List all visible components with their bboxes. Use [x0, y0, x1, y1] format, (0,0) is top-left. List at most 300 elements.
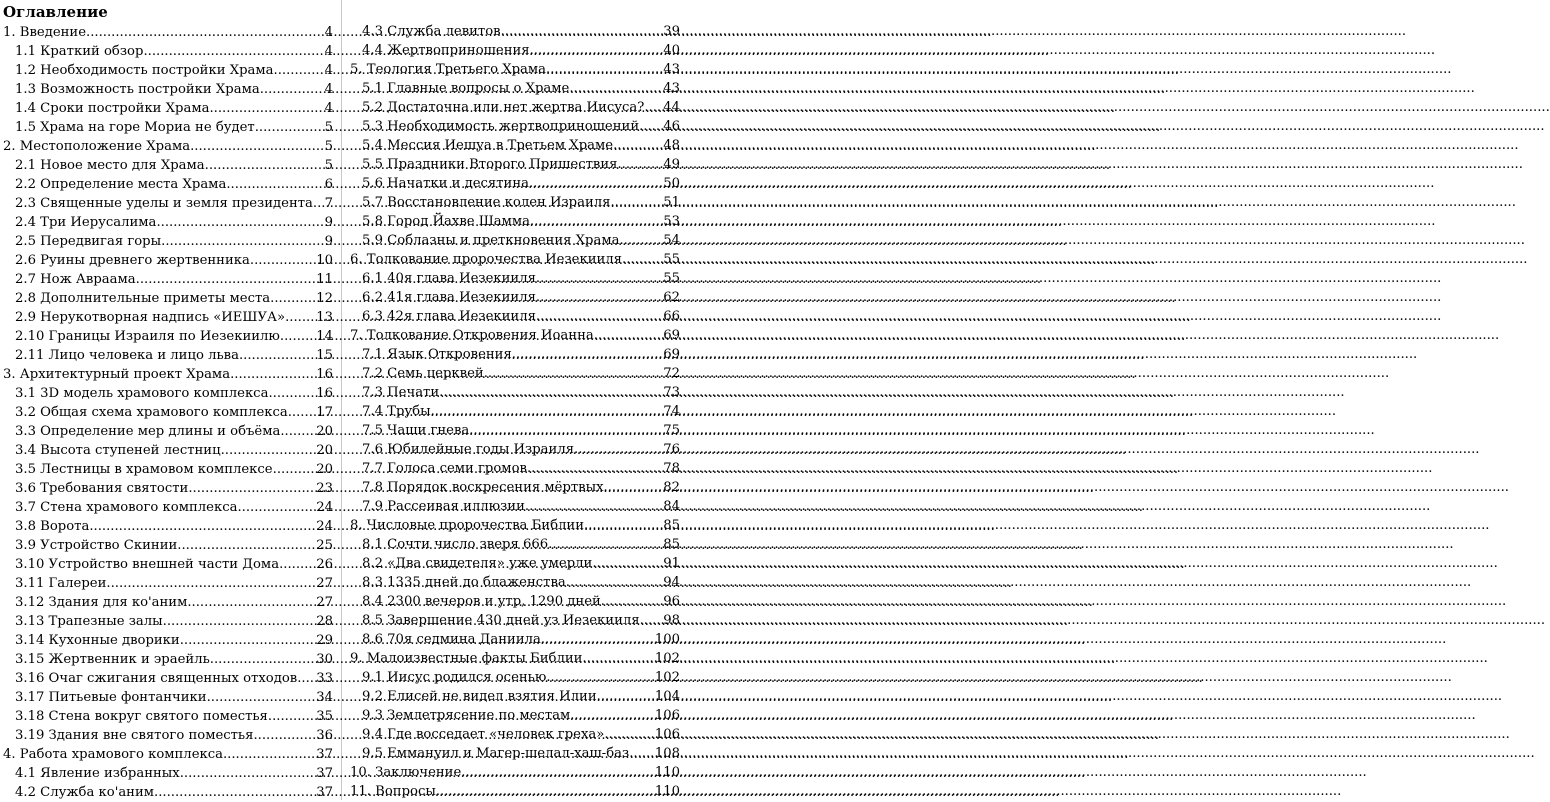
toc-entry-title: 3.15 Жертвенник и эраейль [15, 652, 210, 667]
toc-page-number: 96 [663, 594, 680, 609]
toc-section-entry[interactable] [350, 478, 680, 497]
toc-dot-leader [536, 269, 663, 288]
toc-dot-leader [209, 99, 324, 118]
toc-entry-title: 2.6 Руины древнего жертвенника [15, 253, 250, 268]
toc-chapter-entry[interactable] [350, 649, 680, 668]
toc-dot-leader [617, 155, 663, 174]
toc-page-number: 4 [324, 63, 333, 78]
toc-dot-leader [541, 630, 655, 649]
toc-page-number: 44 [663, 100, 680, 115]
toc-entry-title: 3.14 Кухонные дворики [15, 633, 180, 648]
toc-entry-title: 1.2 Необходимость постройки Храма [15, 63, 274, 78]
toc-entry-title: 9.2 Елисей не видел взятия Илии [362, 689, 597, 704]
toc-page-number: 54 [663, 233, 680, 248]
toc-page-number: 102 [654, 670, 680, 685]
toc-chapter-entry[interactable] [350, 60, 680, 79]
toc-entry-title: 7.3 Печати [362, 385, 440, 400]
toc-dot-leader [180, 764, 316, 783]
toc-entry-title: 1.1 Краткий обзор [15, 44, 144, 59]
toc-entry-title: 7.4 Трубы [362, 404, 431, 419]
toc-entry-title: 4.2 Служба ко'аним [15, 785, 155, 800]
toc-section-entry[interactable] [3, 156, 333, 175]
toc-section-entry[interactable] [350, 383, 680, 402]
toc-page-number: 15 [316, 348, 333, 363]
toc-entry-title: 4.1 Явление избранных [15, 766, 180, 781]
toc-section-entry[interactable] [3, 270, 333, 289]
toc-page-number: 85 [663, 537, 680, 552]
toc-dot-leader [207, 688, 317, 707]
toc-page-number: 110 [654, 765, 680, 780]
toc-section-entry[interactable] [3, 783, 333, 802]
toc-page-number: 73 [663, 385, 680, 400]
toc-dot-leader [136, 270, 317, 289]
toc-dot-leader [640, 611, 664, 630]
toc-entry-title: 3.18 Стена вокруг святого поместья [15, 709, 268, 724]
toc-page-number: 14 [316, 329, 333, 344]
toc-page-number: 39 [663, 24, 680, 39]
toc-page-number: 30 [316, 652, 333, 667]
toc-dot-leader [297, 669, 316, 688]
toc-entry-title: 5.7 Восстановление колен Израиля [362, 195, 611, 210]
toc-section-entry[interactable] [3, 42, 333, 61]
toc-left-column [3, 23, 333, 802]
toc-section-entry[interactable] [350, 117, 680, 136]
toc-dot-leader [469, 421, 663, 440]
toc-right-column [350, 22, 680, 801]
toc-dot-leader [223, 745, 316, 764]
toc-entry-title: 3.16 Очаг сжигания священных отходов [15, 671, 298, 686]
toc-section-entry[interactable] [3, 61, 333, 80]
toc-section-entry[interactable] [350, 136, 680, 155]
toc-dot-leader [239, 346, 316, 365]
toc-section-entry[interactable] [350, 573, 680, 592]
toc-dot-leader [461, 763, 655, 782]
toc-section-entry[interactable] [350, 497, 680, 516]
toc-dot-leader [273, 460, 317, 479]
toc-chapter-entry[interactable] [3, 137, 333, 156]
toc-entry-title: 3.1 3D модель храмового комплекса [15, 386, 269, 401]
toc-section-entry[interactable] [350, 706, 680, 725]
toc-section-entry[interactable] [350, 231, 680, 250]
toc-entry-title: 4.4 Жертвоприношения [362, 43, 530, 58]
toc-dot-leader [512, 345, 663, 364]
toc-dot-leader [484, 364, 664, 383]
toc-entry-title: 9.1 Иисус родился осенью [362, 670, 547, 685]
toc-section-entry[interactable] [3, 232, 333, 251]
toc-page-number: 100 [654, 632, 680, 647]
toc-entry-title: 2.5 Передвигая горы [15, 234, 162, 249]
toc-dot-leader [255, 118, 325, 137]
toc-entry-title: 3.11 Галереи [15, 576, 107, 591]
toc-chapter-entry[interactable] [350, 516, 680, 535]
toc-page-number: 66 [663, 309, 680, 324]
toc-dot-leader [280, 327, 316, 346]
toc-section-entry[interactable] [3, 650, 333, 669]
toc-dot-leader [270, 289, 316, 308]
toc-dot-leader [180, 631, 317, 650]
toc-dot-leader [525, 497, 663, 516]
toc-entry-title: 9.4 Где восседает «человек греха» [362, 727, 605, 742]
toc-dot-leader [230, 365, 316, 384]
toc-dot-leader [597, 687, 655, 706]
toc-dot-leader [570, 706, 655, 725]
toc-page-number: 91 [663, 556, 680, 571]
toc-dot-leader [106, 574, 316, 593]
toc-entry-title: 7.7 Голоса семи громов [362, 461, 527, 476]
toc-dot-leader [613, 136, 663, 155]
toc-page-number: 84 [663, 499, 680, 514]
toc-page-number: 24 [316, 519, 333, 534]
toc-page-number: 4 [324, 44, 333, 59]
toc-section-entry[interactable] [3, 764, 333, 783]
toc-dot-leader [529, 174, 663, 193]
toc-dot-leader [622, 250, 663, 269]
toc-entry-title: 7.1 Язык Откровения [362, 347, 512, 362]
toc-dot-leader [548, 535, 663, 554]
toc-page-number: 23 [316, 481, 333, 496]
toc-dot-leader [530, 41, 664, 60]
toc-dot-leader [439, 383, 663, 402]
toc-section-entry[interactable] [350, 193, 680, 212]
toc-dot-leader [279, 555, 316, 574]
toc-entry-title: 7.2 Семь церквей [362, 366, 484, 381]
toc-page-number: 98 [663, 613, 680, 628]
toc-entry-title: 8.4 2300 вечеров и утр, 1290 дней [362, 594, 601, 609]
toc-page-number: 53 [663, 214, 680, 229]
toc-entry-title: 4. Работа храмового комплекса [3, 747, 223, 762]
toc-section-entry[interactable] [3, 536, 333, 555]
toc-dot-leader [156, 213, 324, 232]
toc-entry-title: 3.9 Устройство Скинии [15, 538, 178, 553]
toc-page-number: 106 [654, 727, 680, 742]
toc-section-entry[interactable] [3, 517, 333, 536]
toc-page-number: 34 [316, 690, 333, 705]
toc-section-entry[interactable] [350, 345, 680, 364]
toc-page-number: 9 [324, 215, 333, 230]
toc-page-number: 43 [663, 62, 680, 77]
toc-entry-title: 7.9 Рассеивая иллюзии [362, 499, 525, 514]
toc-page-number: 29 [316, 633, 333, 648]
toc-dot-leader [629, 744, 655, 763]
toc-page-number: 9 [324, 234, 333, 249]
toc-section-entry[interactable] [350, 155, 680, 174]
toc-entry-title: 3.3 Определение мер длины и объёма [15, 424, 281, 439]
toc-entry-title: 2.7 Нож Авраама [15, 272, 136, 287]
toc-entry-title: 3.4 Высота ступеней лестниц [15, 443, 221, 458]
toc-entry-title: 9. Малоизвестные факты Библии [350, 651, 583, 666]
toc-dot-leader [546, 60, 663, 79]
toc-dot-leader [250, 251, 316, 270]
toc-page-number: 48 [663, 138, 680, 153]
toc-page-number: 24 [316, 500, 333, 515]
toc-entry-title: 8.2 «Два свидетеля» уже умерли [362, 556, 593, 571]
toc-dot-leader [569, 79, 663, 98]
toc-page-number: 49 [663, 157, 680, 172]
toc-page-number: 17 [316, 405, 333, 420]
toc-dot-leader [154, 783, 316, 802]
toc-page-number: 102 [654, 651, 680, 666]
toc-section-entry[interactable] [3, 175, 333, 194]
toc-dot-leader [285, 308, 316, 327]
toc-page-number: 4 [324, 25, 333, 40]
toc-entry-title: 7. Толкование Откровения Иоанна [350, 328, 594, 343]
toc-entry-title: 2.9 Нерукотворная надпись «ИЕШУА» [15, 310, 286, 325]
toc-section-entry[interactable] [3, 213, 333, 232]
toc-section-entry[interactable] [350, 554, 680, 573]
toc-dot-leader [188, 479, 316, 498]
toc-dot-leader [177, 536, 316, 555]
toc-dot-leader [604, 725, 655, 744]
toc-page-number: 50 [663, 176, 680, 191]
toc-entry-title: 7.5 Чаши гнева [362, 423, 470, 438]
toc-page-number: 72 [663, 366, 680, 381]
toc-dot-leader [274, 61, 325, 80]
toc-entry-title: 3.7 Стена храмового комплекса [15, 500, 238, 515]
toc-page-number: 110 [654, 784, 680, 799]
toc-page-number: 69 [663, 347, 680, 362]
toc-entry-title: 8.6 70я седмина Даниила [362, 632, 541, 647]
toc-dot-leader [594, 326, 663, 345]
toc-dot-leader [644, 98, 663, 117]
toc-dot-leader [592, 554, 663, 573]
toc-section-entry[interactable] [3, 707, 333, 726]
toc-entry-title: 3.6 Требования святости [15, 481, 189, 496]
toc-chapter-entry[interactable] [350, 763, 680, 782]
toc-page-number: 37 [316, 766, 333, 781]
toc-entry-title: 1.3 Возможность постройки Храма [15, 82, 260, 97]
toc-entry-title: 6.2 41я глава Иезекииля [362, 290, 536, 305]
toc-entry-title: 5.1 Главные вопросы о Храме [362, 81, 570, 96]
toc-section-entry[interactable] [3, 688, 333, 707]
toc-section-entry[interactable] [350, 41, 680, 60]
toc-section-entry[interactable] [3, 308, 333, 327]
toc-dot-leader [226, 175, 324, 194]
toc-chapter-entry[interactable] [350, 250, 680, 269]
toc-page-number: 27 [316, 576, 333, 591]
toc-entry-title: 5.8 Город Йахве Шамма [362, 214, 531, 229]
toc-section-entry[interactable] [350, 630, 680, 649]
toc-page-number: 36 [316, 728, 333, 743]
toc-section-entry[interactable] [350, 535, 680, 554]
toc-dot-leader [582, 649, 654, 668]
toc-section-entry[interactable] [350, 668, 680, 687]
toc-section-entry[interactable] [3, 631, 333, 650]
toc-page-number: 16 [316, 386, 333, 401]
toc-entry-title: 1.4 Сроки постройки Храма [15, 101, 210, 116]
toc-section-entry[interactable] [350, 440, 680, 459]
toc-section-entry[interactable] [350, 98, 680, 117]
toc-entry-title: 7.8 Порядок воскресения мёртвых [362, 480, 604, 495]
toc-chapter-entry[interactable] [3, 365, 333, 384]
toc-page-number: 35 [316, 709, 333, 724]
toc-dot-leader [313, 194, 325, 213]
toc-section-entry[interactable] [3, 574, 333, 593]
toc-entry-title: 7.6 Юбилейные годы Израиля [362, 442, 575, 457]
toc-dot-leader [190, 137, 325, 156]
toc-dot-leader [566, 573, 663, 592]
toc-section-entry[interactable] [350, 725, 680, 744]
toc-section-entry[interactable] [3, 479, 333, 498]
toc-entry-title: 3.12 Здания для ко'аним [15, 595, 188, 610]
toc-chapter-entry[interactable] [3, 23, 333, 42]
toc-page-number: 13 [316, 310, 333, 325]
toc-entry-title: 2.3 Священные уделы и земля президента [15, 196, 313, 211]
toc-section-entry[interactable] [3, 251, 333, 270]
toc-section-entry[interactable] [3, 194, 333, 213]
toc-entry-title: 3.10 Устройство внешней части Дома [15, 557, 280, 572]
toc-section-entry[interactable] [350, 611, 680, 630]
toc-entry-title: 2.1 Новое место для Храма [15, 158, 205, 173]
toc-dot-leader [431, 402, 664, 421]
toc-entry-title: 5.2 Достаточна или нет жертва Иисуса? [362, 100, 645, 115]
toc-page-number: 4 [324, 82, 333, 97]
toc-page-number: 5 [324, 120, 333, 135]
toc-entry-title: 4.3 Служба левитов [362, 24, 501, 39]
toc-section-entry[interactable] [350, 744, 680, 763]
toc-entry-title: 2.8 Дополнительные приметы места [15, 291, 271, 306]
toc-section-entry[interactable] [350, 459, 680, 478]
toc-page-number: 26 [316, 557, 333, 572]
toc-section-entry[interactable] [350, 364, 680, 383]
toc-section-entry[interactable] [350, 402, 680, 421]
toc-section-entry[interactable] [3, 460, 333, 479]
toc-page-number: 37 [316, 785, 333, 800]
toc-section-entry[interactable] [3, 593, 333, 612]
toc-dot-leader [260, 80, 325, 99]
toc-dot-leader [163, 612, 317, 631]
toc-dot-leader [205, 156, 325, 175]
toc-page-number: 20 [316, 443, 333, 458]
toc-section-entry[interactable] [3, 289, 333, 308]
toc-page-number: 108 [654, 746, 680, 761]
toc-entry-title: 8.5 Завершение 430 дней уз Иезекииля [362, 613, 640, 628]
toc-section-entry[interactable] [3, 118, 333, 137]
toc-section-entry[interactable] [350, 288, 680, 307]
toc-section-entry[interactable] [350, 174, 680, 193]
toc-section-entry[interactable] [3, 498, 333, 517]
toc-entry-title: 1. Введение [3, 25, 87, 40]
toc-dot-leader [253, 726, 316, 745]
toc-page-number: 7 [324, 196, 333, 211]
toc-page-number: 94 [663, 575, 680, 590]
toc-section-entry[interactable] [3, 422, 333, 441]
toc-section-entry[interactable] [350, 687, 680, 706]
toc-page-number: 37 [316, 747, 333, 762]
toc-entry-title: 5.4 Мессия Иешуа в Третьем Храме [362, 138, 614, 153]
toc-dot-leader [221, 441, 317, 460]
toc-dot-leader [436, 782, 655, 801]
toc-page-number: 51 [663, 195, 680, 210]
toc-page-number: 76 [663, 442, 680, 457]
toc-section-entry[interactable] [3, 726, 333, 745]
toc-section-entry[interactable] [350, 592, 680, 611]
toc-entry-title: 6. Толкование пророчества Иезекииля [350, 252, 622, 267]
toc-dot-leader [210, 650, 316, 669]
toc-page-number: 69 [663, 328, 680, 343]
toc-dot-leader [143, 42, 324, 61]
toc-page-number: 20 [316, 424, 333, 439]
toc-entry-title: 3.8 Ворота [15, 519, 90, 534]
toc-dot-leader [536, 288, 663, 307]
toc-entry-title: 6.1 40я глава Иезекииля [362, 271, 536, 286]
toc-section-entry[interactable] [3, 80, 333, 99]
toc-section-entry[interactable] [3, 612, 333, 631]
toc-section-entry[interactable] [3, 669, 333, 688]
toc-section-entry[interactable] [350, 421, 680, 440]
toc-section-entry[interactable] [3, 327, 333, 346]
toc-dot-leader [161, 232, 324, 251]
toc-entry-title: 3.5 Лестницы в храмовом комплексе [15, 462, 273, 477]
toc-page-number: 106 [654, 708, 680, 723]
toc-page-number: 62 [663, 290, 680, 305]
toc-dot-leader [536, 307, 663, 326]
toc-entry-title: 2.4 Три Иерусалима [15, 215, 157, 230]
toc-section-entry[interactable] [350, 22, 680, 41]
toc-page-number: 104 [654, 689, 680, 704]
toc-page-number: 55 [663, 271, 680, 286]
toc-dot-leader [610, 193, 663, 212]
toc-entry-title: 9.5 Еммануил и Магер-шелал-хаш-баз [362, 746, 630, 761]
toc-section-entry[interactable] [3, 384, 333, 403]
toc-entry-title: 2. Местоположение Храма [3, 139, 191, 154]
toc-section-entry[interactable] [350, 307, 680, 326]
toc-page-number: 11 [316, 272, 333, 287]
toc-dot-leader [574, 440, 663, 459]
toc-dot-leader [639, 117, 663, 136]
toc-dot-leader [501, 22, 664, 41]
toc-entry-title: 5.5 Праздники Второго Пришествия [362, 157, 618, 172]
toc-entry-title: 6.3 42я глава Иезекииля [362, 309, 536, 324]
toc-section-entry[interactable] [350, 269, 680, 288]
toc-section-entry[interactable] [3, 346, 333, 365]
toc-dot-leader [604, 478, 664, 497]
toc-entry-title: 3.2 Общая схема храмового комплекса [15, 405, 288, 420]
toc-page-number: 82 [663, 480, 680, 495]
toc-page-number: 28 [316, 614, 333, 629]
toc-page-number: 16 [316, 367, 333, 382]
toc-page-number: 5 [324, 158, 333, 173]
toc-entry-title: 8.3 1335 дней до блаженства [362, 575, 566, 590]
toc-page-number: 46 [663, 119, 680, 134]
toc-entry-title: 2.11 Лицо человека и лицо льва [15, 348, 239, 363]
toc-dot-leader [584, 516, 663, 535]
toc-section-entry[interactable] [350, 79, 680, 98]
toc-chapter-entry[interactable] [350, 326, 680, 345]
toc-dot-leader [546, 668, 655, 687]
toc-entry-title: 8.1 Сочти число зверя 666 [362, 537, 549, 552]
toc-section-entry[interactable] [3, 441, 333, 460]
toc-page-number: 27 [316, 595, 333, 610]
toc-page-number: 55 [663, 252, 680, 267]
toc-section-entry[interactable] [3, 99, 333, 118]
toc-entry-title: 5.3 Необходимость жертвоприношений [362, 119, 640, 134]
toc-dot-leader [619, 231, 663, 250]
toc-dot-leader [288, 403, 316, 422]
toc-dot-leader [268, 707, 316, 726]
toc-dot-leader [86, 23, 325, 42]
toc-section-entry[interactable] [3, 403, 333, 422]
toc-section-entry[interactable] [3, 555, 333, 574]
toc-page-number: 5 [324, 139, 333, 154]
toc-chapter-entry[interactable] [350, 782, 680, 801]
toc-chapter-entry[interactable] [3, 745, 333, 764]
toc-dot-leader [89, 517, 316, 536]
toc-title: Оглавление [3, 3, 108, 21]
toc-section-entry[interactable] [350, 212, 680, 231]
toc-page-number: 74 [663, 404, 680, 419]
toc-dot-leader [530, 212, 663, 231]
toc-entry-title: 1.5 Храма на горе Мориа не будет [15, 120, 255, 135]
